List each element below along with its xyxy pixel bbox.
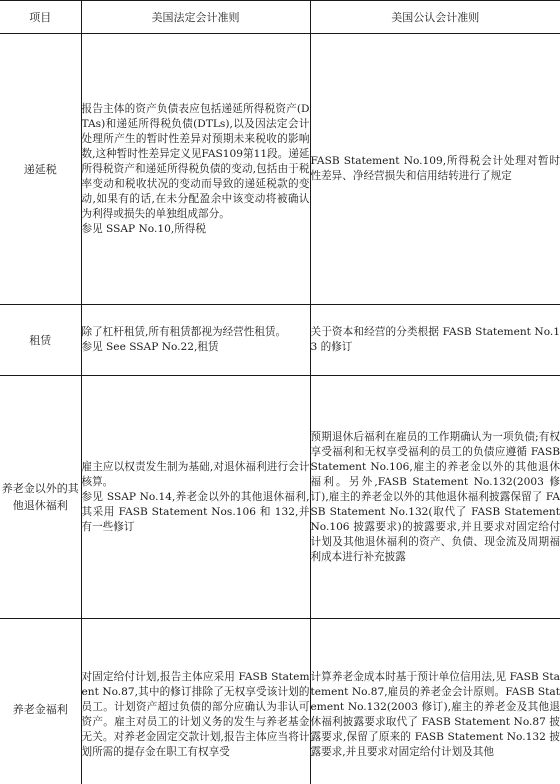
table-row xyxy=(0,34,560,305)
row-item-label: 养老金以外的其他退休福利 xyxy=(0,376,81,619)
gaap-text: 预期退休后福利在雇员的工作期确认为一项负债;有权享受福利和无权享受福利的员工的负债应遵循 FASB Statement No.106,雇主的养老金以外的其他退休福利。另外,FASB Statement No.132(2003 修订),雇主的养老金以外的其他退休福利披露保留了 FASB Statement No.132(取代了 FASB Statement No.106 披露要求)的披露要求,并且要求对固定给付计划及其他退休福利的资产、负债、现金流及周期福利成本进行补充披露 xyxy=(310,430,560,563)
gaap-text: 计算养老金成本时基于预计单位信用法,见 FASB Statement No.87,雇员的养老金会计原则。FASB Statement No.132(2003 修订),雇主的养老金及其他退休福利披露要求取代了 FASB Statement No.87 披露要求,保留了原来的 FASB Statement No.132 披露要求,并且要求对固定给付计划及其他 xyxy=(310,671,560,758)
statutory-text: 对固定给付计划,报告主体应采用 FASB Statement No.87,其中的修订排除了无权享受该计划的员工。计划资产超过负债的部分应确认为非认可资产。雇主对员工的计划义务的发生与养老基金无关。对养老金固定交款计划,报告主体应当将计划所需的提存金在职工有权享受 xyxy=(81,671,310,758)
statutory-reference: 参见 SSAP No.10,所得税 xyxy=(81,222,206,235)
statutory-cell xyxy=(81,376,310,619)
statutory-text: 雇主应以权责发生制为基础,对退休福利进行会计核算。 xyxy=(81,460,310,488)
statutory-cell xyxy=(81,305,310,376)
statutory-text: 除了杠杆租赁,所有租赁都视为经营性租赁。 xyxy=(81,326,287,338)
gaap-cell xyxy=(310,305,560,376)
header-us-statutory: 美国法定会计准则 xyxy=(81,1,310,34)
gaap-cell xyxy=(310,34,560,305)
table-row xyxy=(0,376,560,619)
table-body xyxy=(0,34,560,784)
statutory-reference: 参见 See SSAP No.22,租赁 xyxy=(81,341,219,353)
statutory-cell xyxy=(81,34,310,305)
header-us-gaap: 美国公认会计准则 xyxy=(310,1,560,34)
gaap-cell xyxy=(310,376,560,619)
gaap-text: 关于资本和经营的分类根据 FASB Statement No.13 的修订 xyxy=(310,326,560,353)
gaap-cell xyxy=(310,619,560,784)
row-item-label: 租赁 xyxy=(0,305,81,376)
statutory-cell xyxy=(81,619,310,784)
statutory-reference: 参见 SSAP No.14,养老金以外的其他退休福利,其采用 FASB Statement Nos.106 和 132,并有一些修订 xyxy=(81,490,310,533)
table-header xyxy=(0,1,560,34)
row-item-label: 养老金福利 xyxy=(0,619,81,784)
statutory-text: 报告主体的资产负债表应包括递延所得税资产(DTAs)和递延所得税负债(DTLs),以及因法定会计处理所产生的暂时性差异对预期未来税收的影响数,这种暂时性差异定义见FAS109第11段。递延所得税资产和递延所得税负债的变动,包括由于税率变动和税收状况的变动而导致的递延税款的变动,如果有的话,在未分配盈余中该变动将被确认为利得或损失的单独组成部分。 xyxy=(81,102,310,220)
header-row xyxy=(0,1,560,34)
row-item-label: 递延税 xyxy=(0,34,81,305)
table-row xyxy=(0,619,560,784)
gaap-text: FASB Statement No.109,所得税会计处理对暂时性差异、净经营损失和信用结转进行了规定 xyxy=(310,155,560,182)
header-item: 项目 xyxy=(0,1,81,34)
table-row xyxy=(0,305,560,376)
